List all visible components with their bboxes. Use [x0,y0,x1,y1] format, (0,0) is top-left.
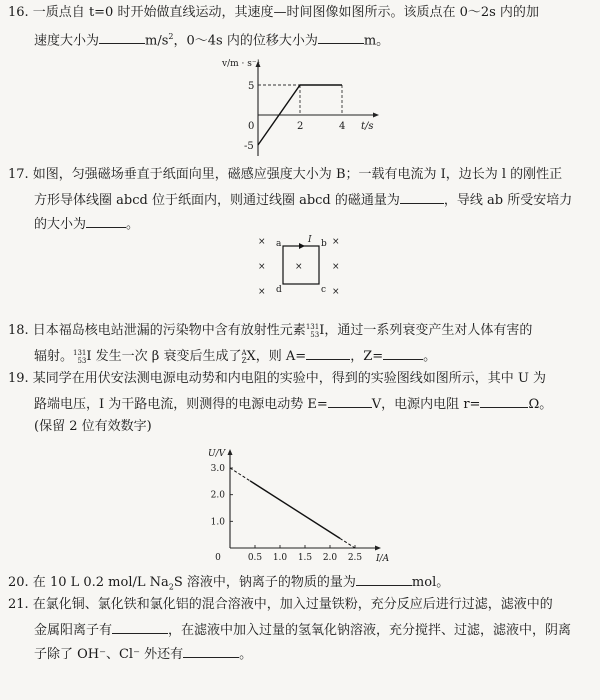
q19-text-b: V，电源内电阻 r= [371,397,481,412]
q16-xtick-2: 2 [297,121,304,132]
q17-cross: × [258,262,266,272]
q20-text-c: mol。 [411,575,450,590]
q17-label-d: d [276,285,282,295]
q19-line1: 19. 某同学在用伏安法测电源电动势和内电阻的实验中，得到的实验图线如图所示，其中 U 为 [8,371,547,386]
series-line-dashed-end [340,538,355,548]
q16-text-b: ，0～4s 内的位移大小为 [173,33,318,49]
q19-y-label: U/V [208,449,226,459]
q18-text-b: I，通过一系列衰变产生对人体有害的 [319,323,533,338]
q19-text-a: 路端电压，I 为干路电流，则测得的电源电动势 E= [34,397,328,412]
q17-cross: × [258,287,266,297]
q18-text-c: 辐射。 [34,349,74,364]
q20-sub: 2 [168,582,174,592]
q16-origin: 0 [248,121,255,132]
q19-line3: (保留 2 位有效数字) [34,419,152,434]
q19-ui-chart [200,444,400,566]
x-tick-label: 2.5 [347,553,363,563]
q17-label-c: c [321,285,327,295]
q18-iso-mass-2: 131 [73,348,87,357]
q17-label-current: I [308,235,312,245]
series-line [250,481,340,539]
q17-label-b: b [321,239,327,249]
q17-cross: × [332,237,340,247]
q18-text-a: 18. 日本福岛核电站泄漏的污染物中含有放射性元素 [8,323,306,338]
q20-text-b: S 溶液中，钠离子的物质的量为 [173,575,356,590]
y-tick-label: 2.0 [210,490,225,501]
q18-x-mass: A [241,348,247,357]
q17-cross: × [295,262,303,272]
q18-text-g: 。 [423,349,437,364]
q18-iso-num-2: 53 [77,356,87,365]
q18-text-f: ，Z= [350,349,384,364]
y-tick-label: 3.0 [210,464,225,474]
q21-line1: 21. 在氯化铜、氯化铁和氯化铝的混合溶液中，加入过量铁粉，充分反应后进行过滤，滤液中的 [8,597,553,612]
q16-text-a: 速度大小为 [34,33,100,49]
q16-x-label: t/s [361,121,374,132]
q20-blank-sodium[interactable] [356,572,412,586]
q19-text-c: Ω。 [528,397,553,412]
q16-blank-disp[interactable] [318,30,364,44]
q16-unit-a: m/s [145,33,169,49]
q19-line2 [34,394,592,414]
q16-x-arrow [373,113,379,118]
q17-line2 [34,190,592,210]
q18-blank-a[interactable] [306,346,350,360]
x-tick-label: 1.5 [297,553,313,563]
q17-cross: × [258,237,266,247]
q19-y-arrow [228,449,233,455]
q17-text-d: 。 [126,217,140,232]
q18-line1 [8,322,592,340]
q21-text-b: ，在滤液中加入过量的氢氧化钠溶液，充分搅拌、过滤，滤液中，阴离 [168,623,572,638]
x-tick-label: 0 [215,553,221,563]
q18-blank-z[interactable] [383,346,423,360]
q16-y-label: v/m · s⁻¹ [222,59,261,69]
q19-blank-resistance[interactable] [480,394,528,408]
q17-coil-figure [250,232,350,300]
q17-current-arrow [299,243,305,249]
q19-x-label: I/A [376,554,390,564]
q21-blank-anions[interactable] [183,644,239,658]
x-tick-label: 0.5 [247,553,263,563]
q16-xtick-4: 4 [339,121,346,132]
x-tick-label: 1.0 [272,553,288,563]
q18-text-e: X，则 A= [246,349,307,364]
y-tick-label: 1.0 [210,517,225,528]
q16-line2 [34,28,592,50]
q17-line1: 17. 如图，匀强磁场垂直于纸面向里，磁感应强度大小为 B；一载有电流为 I，边长为 l 的刚性正 [8,167,563,182]
q17-line3 [34,214,592,234]
q18-text-d: I 发生一次 β 衰变后生成了 [86,349,242,364]
q16-unit-sup: 2 [168,32,174,41]
q16-ytick-neg5: -5 [244,141,254,152]
q21-text-a: 金属阳离子有 [34,623,113,638]
q16-blank-accel[interactable] [99,30,145,44]
q17-blank-force[interactable] [86,214,126,228]
q19-x-arrow [375,546,381,551]
q17-text-b: ，导线 ab 所受安培力 [443,193,573,208]
q21-line2 [34,620,592,640]
q17-cross: × [332,287,340,297]
q21-line3 [34,644,592,664]
q18-line2 [34,346,592,366]
q17-cross: × [332,262,340,272]
q17-label-a: a [276,239,282,249]
q19-blank-emf[interactable] [328,394,372,408]
q18-isotope-scripts [306,323,319,339]
x-tick-label: 2.0 [322,553,338,563]
q21-text-d: 。 [239,647,253,662]
q18-isotope-scripts-2 [73,349,86,365]
q17-blank-flux[interactable] [400,190,444,204]
q17-text-a: 方形导体线圈 abcd 位于纸面内，则通过线圈 abcd 的磁通量为 [34,193,400,208]
q20-text-a: 20. 在 10 L 0.2 mol/L Na [8,575,169,590]
q21-text-c: 子除了 OH⁻、Cl⁻ 外还有 [34,647,184,662]
q16-vt-graph [218,56,388,160]
q20-line1 [8,572,592,597]
q18-iso-num: 53 [310,330,320,339]
q18-iso-mass: 131 [305,322,320,331]
q16-ytick-5: 5 [248,81,255,92]
series-line-dashed-start [230,468,250,481]
q21-blank-cations[interactable] [112,620,168,634]
q17-text-c: 的大小为 [34,217,87,232]
q16-text-c: m。 [363,33,390,49]
q16-line1: 16. 一质点自 t=0 时开始做直线运动，其速度—时间图像如图所示。该质点在 0～2s 内的加 [8,5,539,20]
q18-x-num: Z [241,356,247,365]
